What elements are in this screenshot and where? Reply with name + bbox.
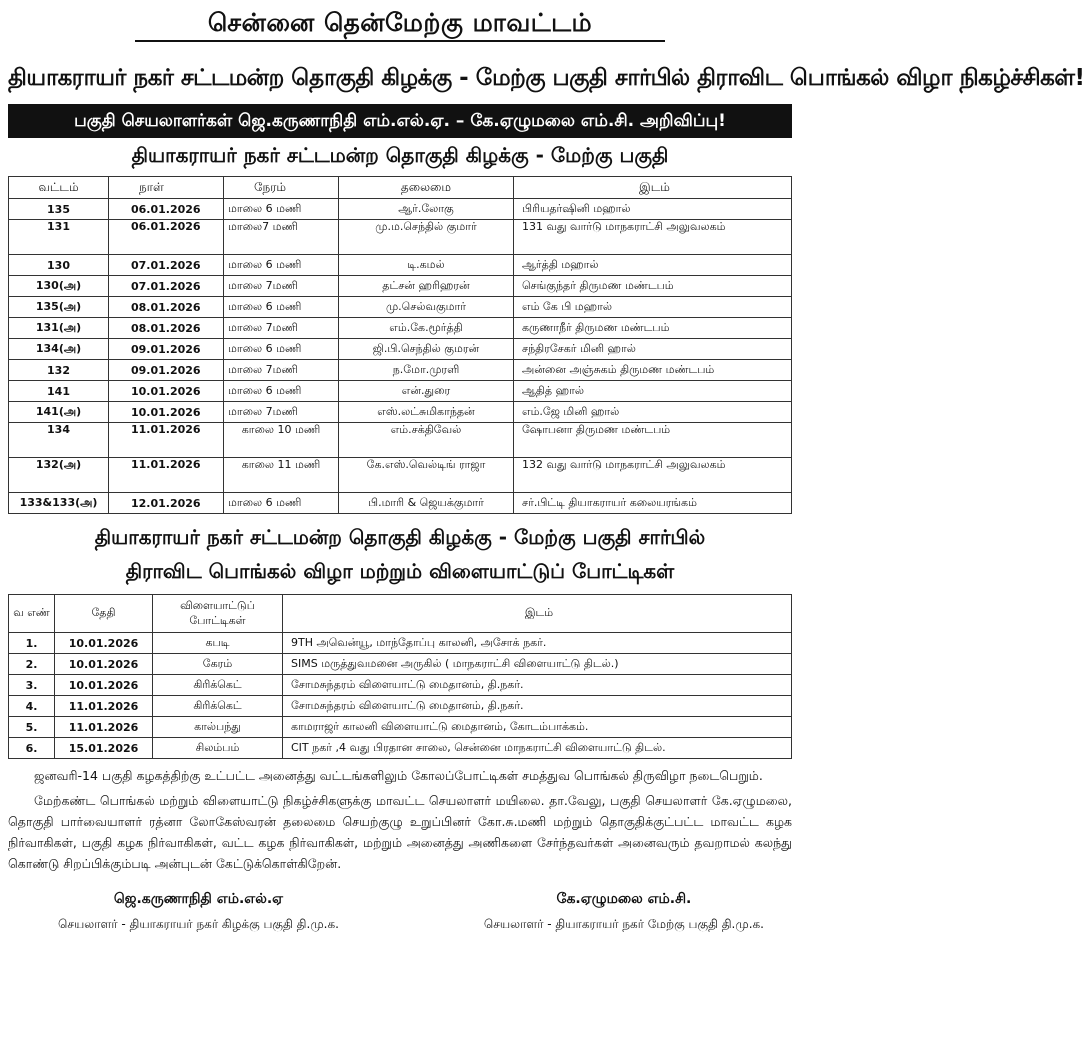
signatory-name: கே.ஏழுமலை எம்.சி. xyxy=(556,891,692,907)
ward-cell: 135 xyxy=(9,199,109,220)
schedule-row xyxy=(9,423,792,458)
time-cell: மாலை 7மணி xyxy=(224,402,339,423)
games-table xyxy=(8,594,792,759)
games-title-line2: திராவிட பொங்கல் விழா மற்றும் விளையாட்டுப் போட்டிகள் xyxy=(125,559,675,583)
announcement-bar: பகுதி செயலாளர்கள் ஜெ.கருணாநிதி எம்.எல்.ஏ. – கே.ஏழுமலை எம்.சி. அறிவிப்பு! xyxy=(8,104,792,138)
leader-cell: தட்சன் ஹரிஹரன் xyxy=(339,276,514,297)
schedule-body xyxy=(9,199,792,514)
col-game: விளையாட்டுப் போட்டிகள் xyxy=(153,595,283,633)
date-cell: 06.01.2026 xyxy=(109,199,224,220)
leader-cell: ந.மோ.முரளி xyxy=(339,360,514,381)
time-cell: மாலை 6 மணி xyxy=(224,339,339,360)
serial-cell: 6. xyxy=(9,738,55,759)
col-serial: வ எண் xyxy=(9,595,55,633)
game-cell: சிலம்பம் xyxy=(153,738,283,759)
date-cell: 07.01.2026 xyxy=(109,276,224,297)
schedule-row xyxy=(9,199,792,220)
game-venue-cell: SIMS மருத்துவமனை அருகில் ( மாநகராட்சி விளையாட்டு திடல்.) xyxy=(283,654,792,675)
date-cell: 11.01.2026 xyxy=(109,458,224,493)
signatory-role: செயலாளர் - தியாகராயர் நகர் மேற்கு பகுதி தி.மு.க. xyxy=(483,917,764,931)
schedule-row xyxy=(9,318,792,339)
ward-cell: 132 xyxy=(9,360,109,381)
games-row xyxy=(9,717,792,738)
game-cell: கிரிக்கெட் xyxy=(153,675,283,696)
venue-cell: ஆர்த்தி மஹால் xyxy=(514,255,792,276)
schedule-row xyxy=(9,493,792,514)
serial-cell: 4. xyxy=(9,696,55,717)
schedule-row xyxy=(9,255,792,276)
game-date-cell: 11.01.2026 xyxy=(55,696,153,717)
ward-cell: 131(அ) xyxy=(9,318,109,339)
event-headline: தியாகராயர் நகர் சட்டமன்ற தொகுதி கிழக்கு - மேற்கு பகுதி சார்பில் திராவிட பொங்கல் விழா நிகழ்ச்சிகள்! xyxy=(8,65,1085,91)
time-cell: மாலை 6 மணி xyxy=(224,381,339,402)
games-row xyxy=(9,738,792,759)
ward-cell: 130(அ) xyxy=(9,276,109,297)
ward-cell: 130 xyxy=(9,255,109,276)
leader-cell: மு.செல்வகுமார் xyxy=(339,297,514,318)
time-cell: காலை 11 மணி xyxy=(224,458,339,493)
note-paragraph-1: ஜனவரி-14 பகுதி கழகத்திற்கு உட்பட்ட அனைத்து வட்டங்களிலும் கோலப்போட்டிகள் சமத்துவ பொங்கல் திருவிழா நடைபெறும். xyxy=(34,768,763,783)
venue-cell: ஆதித் ஹால் xyxy=(514,381,792,402)
game-venue-cell: 9TH அவென்யூ, மாந்தோப்பு காலனி, அசோக் நகர். xyxy=(283,633,792,654)
date-cell: 08.01.2026 xyxy=(109,297,224,318)
time-cell: காலை 10 மணி xyxy=(224,423,339,458)
signature-east xyxy=(58,888,339,934)
signatory-role: செயலாளர் - தியாகராயர் நகர் கிழக்கு பகுதி தி.மு.க. xyxy=(58,917,339,931)
game-cell: கால்பந்து xyxy=(153,717,283,738)
date-cell: 10.01.2026 xyxy=(109,402,224,423)
games-row xyxy=(9,675,792,696)
signature-row xyxy=(8,888,792,934)
signature-west xyxy=(484,888,764,934)
time-cell: மாலை 7மணி xyxy=(224,276,339,297)
ward-cell: 141 xyxy=(9,381,109,402)
col-venue: இடம் xyxy=(514,177,792,199)
leader-cell: எம்.சக்திவேல் xyxy=(339,423,514,458)
game-date-cell: 10.01.2026 xyxy=(55,654,153,675)
game-date-cell: 10.01.2026 xyxy=(55,675,153,696)
games-row xyxy=(9,696,792,717)
ward-cell: 131 xyxy=(9,220,109,255)
time-cell: மாலை 6 மணி xyxy=(224,255,339,276)
date-cell: 08.01.2026 xyxy=(109,318,224,339)
game-cell: கேரம் xyxy=(153,654,283,675)
leader-cell: டி.கமல் xyxy=(339,255,514,276)
time-cell: மாலை 6 மணி xyxy=(224,297,339,318)
venue-cell: ஷோபனா திருமண மண்டபம் xyxy=(514,423,792,458)
serial-cell: 3. xyxy=(9,675,55,696)
venue-cell: செங்குந்தர் திருமண மண்டபம் xyxy=(514,276,792,297)
time-cell: மாலை7 மணி xyxy=(224,220,339,255)
venue-cell: எம்.ஜே மினி ஹால் xyxy=(514,402,792,423)
schedule-row xyxy=(9,381,792,402)
leader-cell: எஸ்.லட்சுமிகாந்தன் xyxy=(339,402,514,423)
time-cell: மாலை 6 மணி xyxy=(224,199,339,220)
ward-cell: 135(அ) xyxy=(9,297,109,318)
game-cell: கிரிக்கெட் xyxy=(153,696,283,717)
venue-cell: அன்னை அஞ்சுகம் திருமண மண்டபம் xyxy=(514,360,792,381)
schedule-row xyxy=(9,360,792,381)
date-cell: 12.01.2026 xyxy=(109,493,224,514)
serial-cell: 1. xyxy=(9,633,55,654)
signatory-name: ஜெ.கருணாநிதி எம்.எல்.ஏ xyxy=(113,891,284,907)
game-cell: கபடி xyxy=(153,633,283,654)
leader-cell: மு.ம.செந்தில் குமார் xyxy=(339,220,514,255)
schedule-row xyxy=(9,458,792,493)
ward-cell: 134 xyxy=(9,423,109,458)
games-header-row xyxy=(9,595,792,633)
game-date-cell: 11.01.2026 xyxy=(55,717,153,738)
venue-cell: கருணாநீர் திருமண மண்டபம் xyxy=(514,318,792,339)
leader-cell: கே.எஸ்.வெல்டிங் ராஜா xyxy=(339,458,514,493)
date-cell: 09.01.2026 xyxy=(109,339,224,360)
time-cell: மாலை 6 மணி xyxy=(224,493,339,514)
venue-cell: சந்திரசேகர் மினி ஹால் xyxy=(514,339,792,360)
date-cell: 07.01.2026 xyxy=(109,255,224,276)
game-venue-cell: காமராஜர் காலனி விளையாட்டு மைதானம், கோடம்பாக்கம். xyxy=(283,717,792,738)
serial-cell: 2. xyxy=(9,654,55,675)
venue-cell: சர்.பிட்டி தியாகராயர் கலையரங்கம் xyxy=(514,493,792,514)
ward-cell: 134(அ) xyxy=(9,339,109,360)
games-body xyxy=(9,633,792,759)
date-cell: 11.01.2026 xyxy=(109,423,224,458)
venue-cell: எம் கே பி மஹால் xyxy=(514,297,792,318)
games-row xyxy=(9,654,792,675)
leader-cell: எம்.கே.மூர்த்தி xyxy=(339,318,514,339)
venue-cell: 132 வது வார்டு மாநகராட்சி அலுவலகம் xyxy=(514,458,792,493)
game-date-cell: 15.01.2026 xyxy=(55,738,153,759)
time-cell: மாலை 7மணி xyxy=(224,360,339,381)
col-ward: வட்டம் xyxy=(9,177,109,199)
note-paragraph-2: மேற்கண்ட பொங்கல் மற்றும் விளையாட்டு நிகழ்ச்சிகளுக்கு மாவட்ட செயலாளர் மயிலை. தா.வேலு, பகுதி செயலாளர் கே.ஏழுமலை, தொகுதி பார்வையாளர் ரத்னா லோகேஸ்வரன் தலைமை செயற்குழு உறுப்பினர் கோ.சு.மணி மற்றும் தொகுதிக்குட்பட்ட மாவட்ட கழக நிர்வாகிகள், பகுதி கழக நிர்வாகிகள், வட்ட கழக நிர்வாகிகள், மற்றும் அனைத்து அணிகளை சேர்ந்தவர்கள் அனைவரும் தவறாமல் கலந்து கொண்டு சிறப்பிக்கும்படி அன்புடன் கேட்டுக்கொள்கிறேன். xyxy=(8,793,792,871)
col-time: நேரம் xyxy=(224,177,339,199)
schedule-row xyxy=(9,297,792,318)
leader-cell: என்.துரை xyxy=(339,381,514,402)
ward-cell: 132(அ) xyxy=(9,458,109,493)
venue-cell: பிரியதர்ஷினி மஹால் xyxy=(514,199,792,220)
leader-cell: ஜி.பி.செந்தில் குமரன் xyxy=(339,339,514,360)
district-title: சென்னை தென்மேற்கு மாவட்டம் xyxy=(135,6,665,42)
col-game-date: தேதி xyxy=(55,595,153,633)
schedule-row xyxy=(9,276,792,297)
schedule-title: தியாகராயர் நகர் சட்டமன்ற தொகுதி கிழக்கு - மேற்கு பகுதி xyxy=(131,143,669,167)
schedule-table xyxy=(8,176,792,514)
game-date-cell: 10.01.2026 xyxy=(55,633,153,654)
col-game-venue: இடம் xyxy=(283,595,792,633)
game-venue-cell: CIT நகர் ,4 வது பிரதான சாலை, சென்னை மாநகராட்சி விளையாட்டு திடல். xyxy=(283,738,792,759)
date-cell: 06.01.2026 xyxy=(109,220,224,255)
schedule-row xyxy=(9,220,792,255)
serial-cell: 5. xyxy=(9,717,55,738)
schedule-row xyxy=(9,339,792,360)
leader-cell: ஆர்.லோகு xyxy=(339,199,514,220)
col-date: நாள் xyxy=(109,177,224,199)
games-title-line1: தியாகராயர் நகர் சட்டமன்ற தொகுதி கிழக்கு - மேற்கு பகுதி சார்பில் xyxy=(94,525,706,549)
ward-cell: 141(அ) xyxy=(9,402,109,423)
date-cell: 09.01.2026 xyxy=(109,360,224,381)
time-cell: மாலை 7மணி xyxy=(224,318,339,339)
game-venue-cell: சோமசுந்தரம் விளையாட்டு மைதானம், தி.நகர். xyxy=(283,675,792,696)
col-leader: தலைமை xyxy=(339,177,514,199)
games-row xyxy=(9,633,792,654)
game-venue-cell: சோமசுந்தரம் விளையாட்டு மைதானம், தி.நகர். xyxy=(283,696,792,717)
date-cell: 10.01.2026 xyxy=(109,381,224,402)
leader-cell: பி.மாரி & ஜெயக்குமார் xyxy=(339,493,514,514)
venue-cell: 131 வது வார்டு மாநகராட்சி அலுவலகம் xyxy=(514,220,792,255)
schedule-row xyxy=(9,402,792,423)
ward-cell: 133&133(அ) xyxy=(9,493,109,514)
schedule-header-row xyxy=(9,177,792,199)
